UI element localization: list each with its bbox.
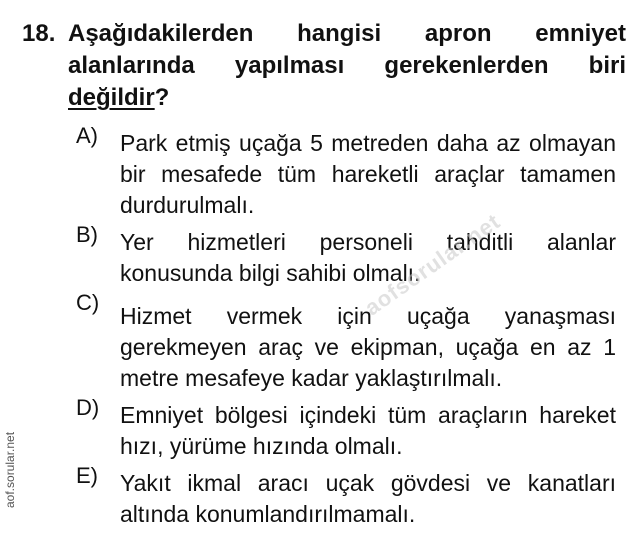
question-stem [68, 18, 626, 114]
option-a[interactable] [76, 123, 616, 221]
option-c[interactable] [76, 290, 616, 394]
option-letter-b: B) [76, 222, 98, 247]
option-text-d: Emniyet bölgesi içindeki tüm araçların hareket hızı, yürüme hızında olmalı. [120, 402, 616, 459]
question-stem-main: Aşağıdakilerden hangisi apron emniyet alanlarında yapılması gerekenlerden biri [68, 20, 626, 79]
option-b[interactable] [76, 222, 616, 289]
option-d[interactable] [76, 395, 616, 462]
option-e[interactable] [76, 463, 616, 530]
option-text-a: Park etmiş uçağa 5 metreden daha az olmayan bir mesafede tüm hareketli araçlar tamamen durdurulmalı. [120, 130, 616, 218]
option-letter-a: A) [76, 123, 98, 148]
option-text-c: Hizmet vermek için uçağa yanaşması gerekmeyen araç ve ekipman, uçağa en az 1 metre mesafeye kadar yaklaştırılmalı. [120, 303, 616, 391]
question-number: 18. [22, 20, 56, 47]
option-letter-d: D) [76, 395, 100, 420]
watermark-diagonal: aofsorular.net [360, 208, 505, 321]
option-text-b: Yer hizmetleri personeli tahditli alanlar konusunda bilgi sahibi olmalı. [120, 229, 616, 286]
question-stem-end: ? [154, 84, 170, 111]
answer-options [76, 123, 616, 536]
option-text-e: Yakıt ikmal aracı uçak gövdesi ve kanatları altında konumlandırılmamalı. [120, 470, 616, 527]
option-letter-e: E) [76, 463, 98, 488]
question-stem-negation: değildir [68, 84, 155, 111]
option-letter-c: C) [76, 290, 100, 315]
watermark-side: aof.sorular.net [3, 431, 17, 508]
